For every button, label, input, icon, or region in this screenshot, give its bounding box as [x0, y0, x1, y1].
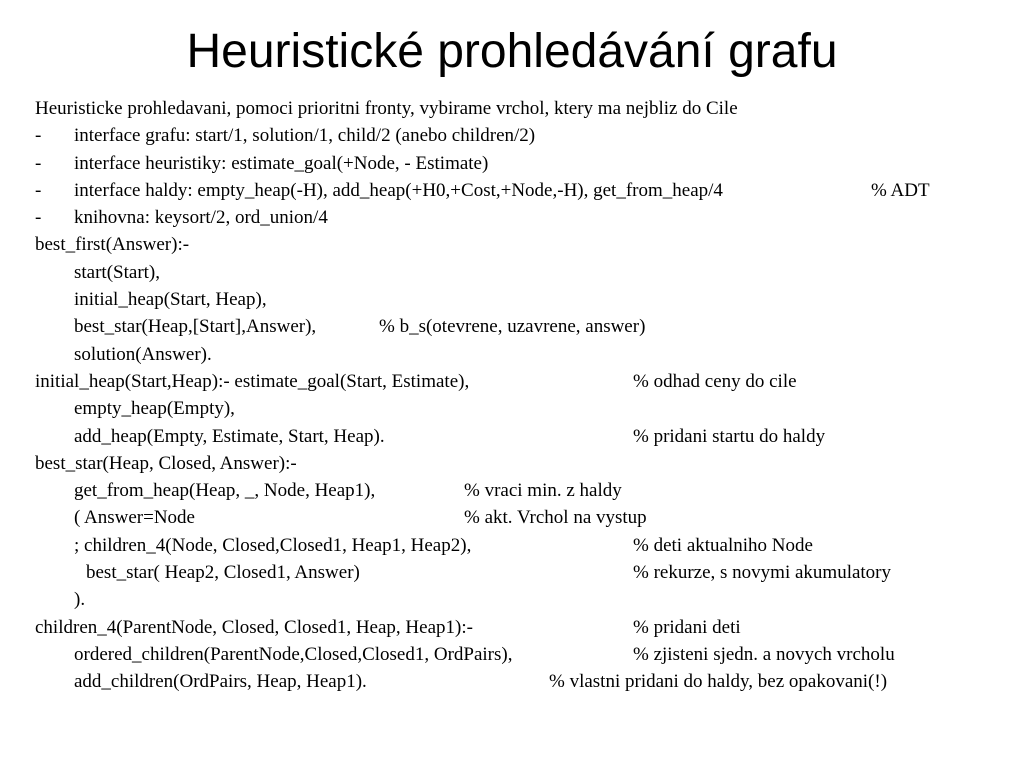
code-line: [35, 504, 1005, 531]
code-line: [35, 450, 1005, 477]
bullet-line: [35, 177, 1005, 204]
code-line: [35, 614, 1005, 641]
code-text: best_star(Heap,[Start],Answer),: [74, 316, 317, 338]
code-line: [35, 395, 1005, 422]
code-line: [35, 313, 1005, 340]
code-line: [35, 477, 1005, 504]
code-text: ( Answer=Node: [74, 507, 195, 529]
code-line: [35, 586, 1005, 613]
code-line: [35, 341, 1005, 368]
code-line: [35, 231, 1005, 258]
code-line: [35, 559, 1005, 586]
code-text: best_star( Heap2, Closed1, Answer): [86, 562, 360, 584]
bullet-dash: -: [35, 125, 42, 147]
bullet-dash: -: [35, 152, 42, 174]
code-line: [35, 259, 1005, 286]
code-line: [35, 668, 1005, 695]
slide-title: Heuristické prohledávání grafu: [186, 25, 838, 78]
bullet-line: [35, 122, 1005, 149]
text-line: [35, 95, 1005, 122]
bullet-text: interface heuristiky: estimate_goal(+Node, - Estimate): [74, 152, 489, 174]
code-comment: % zjisteni sjedn. a novych vrcholu: [633, 643, 895, 665]
bullet-line: [35, 204, 1005, 231]
code-text: add_heap(Empty, Estimate, Start, Heap).: [74, 425, 385, 447]
code-line: [35, 423, 1005, 450]
bullet-line: [35, 150, 1005, 177]
code-text: initial_heap(Start,Heap):- estimate_goal(Start, Estimate),: [35, 370, 470, 392]
code-text: ; children_4(Node, Closed,Closed1, Heap1, Heap2),: [74, 534, 472, 556]
code-comment: % b_s(otevrene, uzavrene, answer): [379, 316, 646, 338]
code-comment: % akt. Vrchol na vystup: [464, 507, 647, 529]
code-text: get_from_heap(Heap, _, Node, Heap1),: [74, 480, 376, 502]
code-text: ordered_children(ParentNode,Closed,Closed1, OrdPairs),: [74, 643, 513, 665]
code-comment: % pridani startu do haldy: [633, 425, 826, 447]
bullet-text: interface haldy: empty_heap(-H), add_heap(+H0,+Cost,+Node,-H), get_from_heap/4: [74, 179, 723, 201]
bullet-dash: -: [35, 179, 42, 201]
code-comment: % odhad ceny do cile: [633, 370, 797, 392]
code-text: best_first(Answer):-: [35, 234, 190, 256]
code-text: ).: [74, 589, 86, 611]
bullet-text: knihovna: keysort/2, ord_union/4: [74, 207, 328, 229]
code-text: initial_heap(Start, Heap),: [74, 289, 267, 311]
code-comment: % vraci min. z haldy: [464, 480, 622, 502]
code-comment: % ADT: [871, 179, 930, 201]
code-text: solution(Answer).: [74, 343, 212, 365]
code-comment: % vlastni pridani do haldy, bez opakovani(!): [549, 671, 888, 693]
code-line: [35, 286, 1005, 313]
code-line: [35, 532, 1005, 559]
code-comment: % deti aktualniho Node: [633, 534, 813, 556]
code-text: children_4(ParentNode, Closed, Closed1, Heap, Heap1):-: [35, 616, 473, 638]
code-line: [35, 641, 1005, 668]
intro-text: Heuristicke prohledavani, pomoci prioritni fronty, vybirame vrchol, ktery ma nejbliz do Cile: [35, 98, 738, 119]
slide-body: [35, 95, 1005, 696]
bullet-dash: -: [35, 207, 42, 229]
code-text: empty_heap(Empty),: [74, 398, 235, 420]
code-comment: % pridani deti: [633, 616, 741, 638]
code-text: start(Start),: [74, 261, 161, 283]
bullet-text: interface grafu: start/1, solution/1, child/2 (anebo children/2): [74, 125, 536, 147]
code-comment: % rekurze, s novymi akumulatory: [633, 562, 892, 584]
code-text: best_star(Heap, Closed, Answer):-: [35, 452, 297, 474]
code-text: add_children(OrdPairs, Heap, Heap1).: [74, 671, 367, 693]
code-line: [35, 368, 1005, 395]
